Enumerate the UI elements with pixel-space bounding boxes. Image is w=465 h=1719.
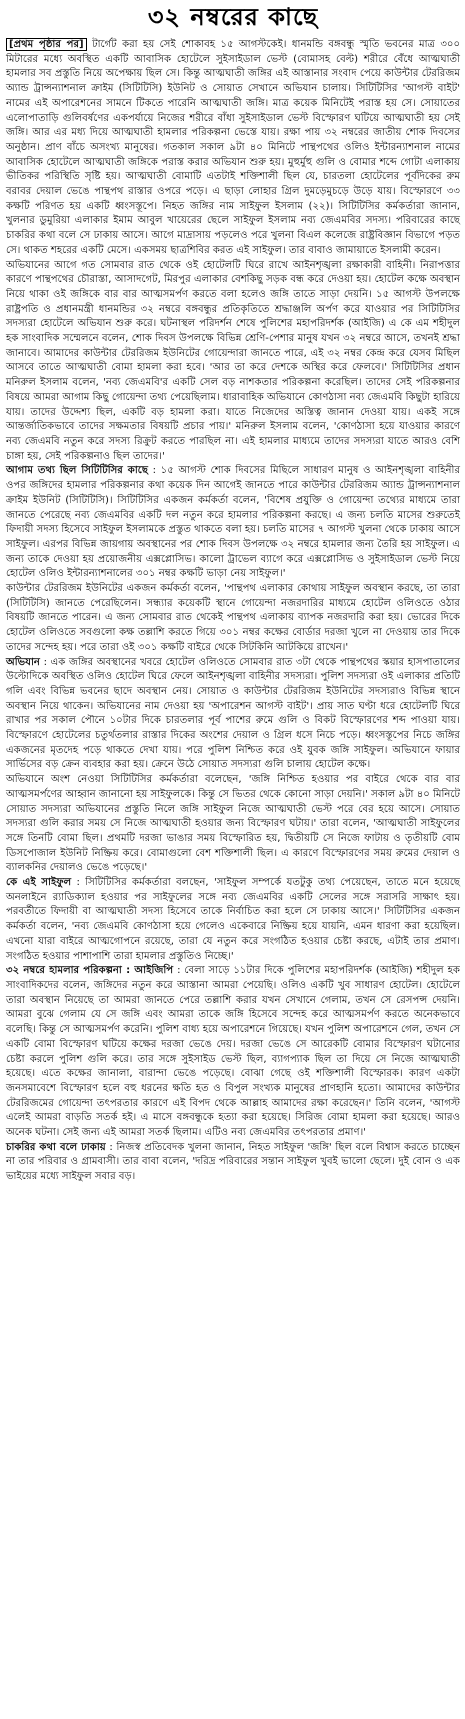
paragraph-text: : সিটিটিসির কর্মকর্তারা বলছেন, 'সাইফুল সম্পর্কে যতটুকু তথ্য পেয়েছেন, তাতে মনে হয়েছে অনলাইনে র‌্যাডিক্যাল হওয়ার পর সাইফুলের সঙ্গে নব্য জেএমবির একটি সেলের সঙ্গে সরাসরি সাক্ষাৎ হয়। পরবর্তীতে ফিদায়ী বা আত্মঘাতী সদস্য হিসেবে তাকে নির্বাচিত করা হলে সে ঢাকায় আসে।' সিটিটিসির একজন কর্মকর্তা বলেন, 'নব্য জেএমবি কোণঠাসা হয়ে গেলেও একেবারে নিষ্ক্রিয় হয়ে যায়নি, এমন ধারণা করা হয়েছিল। এখনো যারা বাইরে আত্মগোপনে রয়েছে, তারা যে নতুন করে সংগঠিত হওয়ার চেষ্টা করছে, এটাই তার প্রমাণ। সংগঠিত হওয়ার পাশাপাশি তারা হামলার প্রস্তুতিও নিচ্ছে।' (6, 877, 461, 962)
paragraph (6, 876, 460, 964)
paragraph-text: কাউন্টার টেররিজম ইউনিটের একজন কর্মকর্তা বলেন, 'পান্থপথ এলাকার কোথায় সাইফুল অবস্থান করছে, তা তারা (সিটিটিসি) জানতে পেরেছিলেন। সন্ধ্যার কয়েকটি স্থানে গোয়েন্দা নজরদারির মাধ্যমে হোটেল ওলিওতে ওঠার বিষয়টি জানতে পারেন। এ জন্য সোমবার রাত থেকেই পান্থপথ এলাকায় ব্যাপক নজরদারি করা হয়। ভোরের দিকে হোটেল ওলিওতে সবগুলো কক্ষ তল্লাশি করতে গিয়ে ৩০১ নম্বর কক্ষের বোর্ডার দরজা খুলে না দেওয়ায় তার দিকে তাদের সন্দেহ হয়। পরে তারা ওই ৩০১ কক্ষটি বাইরে থেকে সিটকিনি আটকিয়ে রাখেন।' (6, 583, 460, 653)
paragraph-text: : বেলা সাড়ে ১১টার দিকে পুলিশের মহাপরিদর্শক (আইজি) শহীদুল হক সাংবাদিকদের বলেন, জঙ্গিদের নতুন করে আস্তানা আমরা পেয়েছি। ওলিও একটি খুব সাধারণ হোটেল। হোটেলে তারা অবস্থান নিয়েছে তা আমরা জানতে পেরে তল্লাশি করার যখন সেখানে গেলাম, তখন সে রেসপন্স দেয়নি। আমরা বুঝে গেলাম যে সে জঙ্গি এবং আমরা তাকে জঙ্গি হিসেবে সন্দেহ করে আত্মসমর্পণ করতে অনেকভাবে বলেছি। কিন্তু সে আত্মসমর্পণ করেনি। পুলিশ বাধ্য হয়ে অপারেশনে গিয়েছে। যখন পুলিশ অপারেশনে গেল, তখন সে একটি বোমা বিস্ফোরণ ঘটিয়ে কক্ষের দরজা ভেঙে দেয়। দরজা ভেঙে সে আরেকটি বোমার বিস্ফোরণ ঘটানোর চেষ্টা করলে পুলিশ গুলি করে। তার সঙ্গে সুইসাইড ভেস্ট ছিল, ব্যাগপ্যাক ছিল তা দিয়ে সে নিজে আত্মঘাতী হয়েছে। এতে কক্ষের জানালা, বারান্দা ভেঙে পড়েছে। বোঝা গেছে ওই শক্তিশালী বিস্ফোরক। কারণ একটা জনসমাবেশে বিস্ফোরণ হলে বহু ধরনের ক্ষতি হত ও বিপুল সংখ্যক মানুষের প্রাণহানি হতো। আমাদের কাউন্টার টেররিজমের গোয়েন্দা তৎপরতার কারণে এই বিপদ থেকে আল্লাহ আমাদের রক্ষা করেছেন।' তিনি বলেন, 'আগস্ট এলেই আমরা বাড়তি সতর্ক হই। এ মাসে বঙ্গবন্ধুকে হত্যা করা হয়েছে। সিরিজ বোমা হামলা করা হয়েছে। আরও অনেক ঘটনা। সেই জন্য এই আমরা সতর্ক ছিলাম। এটিও নব্য জেএমবির তৎপরতার প্রমাণ।' (6, 965, 460, 1139)
paragraph (6, 964, 460, 1140)
paragraph-text: : নিজস্ব প্রতিবেদক খুলনা জানান, নিহত সাইফুল 'জঙ্গি' ছিল বলে বিশ্বাস করতে চাচ্ছেন না তার পরিবার ও গ্রামবাসী। তার বাবা বলেন, 'দরিদ্র পরিবারের সন্তান সাইফুল খুবই ভালো ছেলে। দুই বোন ও এক ভাইয়ের মধ্যে সাইফুল সবার বড়। (6, 1141, 460, 1183)
paragraph-text: : এক জঙ্গির অবস্থানের খবরে হোটেল ওলিওতে সোমবার রাত ৩টা থেকে পান্থপথের স্কয়ার হাসপাতালের উল্টোদিকে অবস্থিত ওলিও হোটেল ঘিরে ফেলে আইনশৃঙ্খলা বাহিনীর সদস্যরা। পুলিশ সদস্যরা ওই এলাকার প্রতিটি গলি এবং বিভিন্ন ভবনের ছাদে অবস্থান নেয়। সোয়াত ও কাউন্টার টেররিজম ইউনিটের সদস্যরাও বিভিন্ন স্থানে অবস্থান নিয়ে থাকেন। অভিযানের নাম দেওয়া হয় 'অপারেশন আগস্ট বাইট'। প্রায় সাত ঘণ্টা ধরে হোটেলটি ঘিরে রাখার পর সকাল পৌনে ১০টার দিকে চারতলার পূর্ব পাশের রুমে গুলি ও বিকট বিস্ফোরণের শব্দ পাওয়া যায়। বিস্ফোরণে হোটেলের চতুর্থতলার রাস্তার দিকের অংশের দেয়াল ও গ্রিল ধসে নিচে পড়ে। ধ্বংসস্তূপের নিচে জঙ্গির একজনের মৃতদেহ পড়ে থাকতে দেখা যায়। পরে পুলিশ নিশ্চিত করে ওই যুবক জঙ্গি সাইফুল। অভিযানে ফায়ার সার্ভিসের বড় ক্রেন ব্যবহার করা হয়। ক্রেনে উঠে সোয়াত সদস্যরা গুলি চালায় হোটেল কক্ষে। (6, 656, 460, 771)
paragraph (6, 38, 460, 259)
paragraph-text: অভিযানের আগে গত সোমবার রাত থেকে ওই হোটেলটি ঘিরে রাখে আইনশৃঙ্খলা রক্ষাকারী বাহিনী। নিরাপত্তার কারণে পান্থপথের চৌরাস্তা, আসাদগেট, মিরপুর এলাকার বেশকিছু সড়ক বন্ধ করে দেওয়া হয়। হোটেল কক্ষে অবস্থান নিয়ে থাকা ওই জঙ্গিকে বার বার আত্মসমর্পণ করতে বলা হলেও জঙ্গি তাতে সাড়া দেয়নি। ১৫ আগস্ট উপলক্ষে রাষ্ট্রপতি ও প্রধানমন্ত্রী ধানমন্ডির ৩২ নম্বরে বঙ্গবন্ধুর প্রতিকৃতিতে শ্রদ্ধাঞ্জলি অর্পণ করে যাওয়ার পর সিটিটিসির সদস্যরা হোটেলে অভিযান শুরু করে। ঘটনাস্থল পরিদর্শন শেষে পুলিশের মহাপরিদর্শক (আইজি) এ কে এম শহীদুল হক সাংবাদিক সম্মেলনে বলেন, শোক দিবস উপলক্ষে বিভিন্ন শ্রেণি-পেশার মানুষ যখন ৩২ নম্বরে আসে, তখনই শ্রদ্ধা জানাবে। আমাদের কাউন্টার টেররিজম ইউনিটের গোয়েন্দারা জানতে পারে, এই ৩২ নম্বর কেন্দ্র করে যেসব মিছিল আসবে তাতে আত্মঘাতী বোমা হামলা করা হবে। 'আর তা করে দেশকে অস্থির করে ফেলবে।' সিটিটিসির প্রধান মনিরুল ইসলাম বলেন, 'নব্য জেএমবি'র একটি সেল বড় নাশকতার পরিকল্পনা করেছিল। তাদের সেই পরিকল্পনার বিষয়ে আমরা আগাম কিছু গোয়েন্দা তথ্য পেয়েছিলাম। ধারাবাহিক অভিযানে কোণঠাসা নব্য জেএমবি কিছুটা হারিয়ে যায়। তাদের উদ্দেশ্য ছিল, একটি বড় হামলা করা। যাতে নিজেদের অস্তিত্ব জানান দেওয়া যায়। একই সঙ্গে আন্তর্জাতিকভাবে তাদের সক্ষমতার বিষয়টি প্রচার পায়।' মনিরুল ইসলাম বলেন, 'কোণঠাসা হয়ে যাওয়ার কারণে নব্য জেএমবি নতুন করে সদস্য রিক্রুট করতে পারছিল না। এই হামলার মাধ্যমে তাদের সদস্যরা যাতে আরও বেশি চাঙ্গা হয়, সেই পরিকল্পনাও ছিল তাদের।' (6, 259, 460, 462)
paragraph-text: অভিযানে অংশ নেওয়া সিটিটিসির কর্মকর্তারা বলেছেন, 'জঙ্গি নিশ্চিত হওয়ার পর বাইরে থেকে বার বার আত্মসমর্পণের আহ্বান জানানো হয় সাইফুলকে। কিন্তু সে ভিতর থেকে কোনো সাড়া দেয়নি।' সকাল ৯টা ৪০ মিনিটে সোয়াত সদস্যরা অভিযানের প্রস্তুতি নিলে জঙ্গি সাইফুল নিজে আত্মঘাতী ভেস্ট পরে বের হয়ে আসে। সোয়াত সদস্যরা গুলি করার সময় সে নিজে আত্মঘাতী হওয়ার জন্য বিস্ফোরণ ঘটায়।' তারা বলেন, 'আত্মঘাতী সাইফুলের সঙ্গে তিনটি বোমা ছিল। প্রথমটি দরজা ভাঙার সময় বিস্ফোরিত হয়, দ্বিতীয়টি সে নিজে ফাটায় ও তৃতীয়টি বোম ডিসপোজাল ইউনিট নিষ্ক্রিয় করে। বোমাগুলো বেশ শক্তিশালী ছিল। এ কারণে বিস্ফোরণের সময় রুমের দেয়াল ও ব্যালকনির দেয়ালও ভেঙে পড়েছে।' (6, 774, 460, 874)
article-body (6, 38, 460, 1185)
paragraph-text: : ১৫ আগস্ট শোক দিবসের মিছিলে সাধারণ মানুষ ও আইনশৃঙ্খলা বাহিনীর ওপর জঙ্গিদের হামলার পরিকল্পনার কথা কয়েক দিন আগেই জানতে পারে কাউন্টার টেররিজম অ্যান্ড ট্রান্সন্যাশনাল ক্রাইম ইউনিট (সিটিটিসি)। সিটিটিসির একজন কর্মকর্তা বলেন, 'বিশেষ প্রযুক্তি ও গোয়েন্দা তথ্যের মাধ্যমে তারা জানতে পেরেছে নব্য জেএমবির একটি দল নতুন করে হামলার পরিকল্পনা করছে। এ জন্য চলতি মাসের শুরুতেই ফিদায়ী সদস্য হিসেবে সাইফুল ইসলামকে প্রস্তুত থাকতে বলা হয়। চলতি মাসের ৭ আগস্ট খুলনা থেকে ঢাকায় আসে সাইফুল। এরপর বিভিন্ন জায়গায় অবস্থানের পর শোক দিবস উপলক্ষে ৩২ নম্বরে হামলার জন্য তৈরি হয় সাইফুল। এ জন্য তাকে দেওয়া হয় প্রয়োজনীয় এক্সপ্লোসিভ। কালো ট্রাভেল ব্যাগে করে এক্সপ্লোসিভ ও সুইসাইডাল ভেস্ট নিয়ে হোটেল ওলিও ইন্টারন্যাশনালের ৩০১ নম্বর কক্ষটি ভাড়া নেয় সাইফুল।' (6, 465, 460, 580)
paragraph (6, 582, 460, 656)
paragraph-lead: [প্রথম পৃষ্ঠার পর] (6, 38, 87, 51)
subheading: আগাম তথ্য ছিল সিটিটিসির কাছে (6, 465, 148, 477)
paragraph (6, 464, 460, 582)
paragraph (6, 1141, 460, 1185)
headline: ৩২ নম্বরের কাছে (147, 2, 319, 31)
paragraph-text: টার্গেট করা হয় সেই শোকাবহ ১৫ আগস্টকেই। ধানমন্ডি বঙ্গবন্ধু স্মৃতি ভবনের মাত্র ৩০০ মিটারের মধ্যে অবস্থিত একটি আবাসিক হোটেলে সুইসাইডাল ভেস্ট (বোমাসহ বেল্ট) শরীরে বেঁধে আত্মঘাতী হামলার সব প্রস্তুতি নিয়ে অপেক্ষায় ছিল সে। কিন্তু আত্মঘাতী জঙ্গির এই আস্তানার সংবাদ পেয়ে কাউন্টার টেররিজম অ্যান্ড ট্রান্সন্যাশনাল ক্রাইম (সিটিটিসি) ইউনিট ও সোয়াত সেখানে অভিযান চালায়। সিটিটিসির 'আগস্ট বাইট' নামের এই অপারেশনের সামনে টিকতে পারেনি আত্মঘাতী জঙ্গি। মাত্র কয়েক মিনিটেই পরাস্ত হয় সে। সোয়াতের এলোপাতাড়ি গুলিবর্ষণের একপর্যায়ে নিজের শরীরে বাঁধা সুইসাইডাল ভেস্ট বিস্ফোরণ ঘটিয়ে আত্মঘাতী হয় সেই জঙ্গি। আর এর মধ্য দিয়ে আত্মঘাতী হামলার পরিকল্পনা ভেস্তে যায়। রক্ষা পায় ৩২ নম্বরের জাতীয় শোক দিবসের অনুষ্ঠান। প্রাণ বাঁচে অসংখ্য মানুষের। গতকাল সকাল ৯টা ৪০ মিনিটে পান্থপথের ওলিও ইন্টারন্যাশনাল নামের আবাসিক হোটেলে আত্মঘাতী জঙ্গিকে পরাস্ত করার অভিযান শুরু হয়। মুহুর্মুহু গুলি ও বোমার শব্দে গোটা এলাকায় ভীতিকর পরিস্থিতি সৃষ্টি হয়। আত্মঘাতী বোমাটি এতটাই শক্তিশালী ছিল যে, চারতলা হোটেলের পূর্বদিকের রুম বরাবর দেয়াল ভেঙে পান্থপথ রাস্তার ওপরে পড়ে। এ ছাড়া লোহার গ্রিল দুমড়েমুচড়ে উড়ে যায়। বিস্ফোরণে ৩৩ কক্ষটি পরিণত হয় একটি ধ্বংসস্তূপে। নিহত জঙ্গির নাম সাইফুল ইসলাম (২২)। সিটিটিসির কর্মকর্তারা জানান, খুলনার ডুমুরিয়া এলাকার ইমাম আবুল খায়েরের ছেলে সাইফুল ইসলাম নব্য জেএমবির সদস্য। পরিবারের কাছে চাকরির কথা বলে সে ঢাকায় আসে। আগে মাদ্রাসায় পড়লেও পরে খুলনা বিএল কলেজে রাষ্ট্রবিজ্ঞান বিভাগে পড়ত সে। থাকত শহরের একটি মেসে। একসময় ছাত্রশিবির করত এই সাইফুল। তার বাবাও জামায়াতে ইসলামী করেন। (6, 39, 461, 256)
paragraph (6, 656, 460, 774)
subheading: অভিযান (6, 656, 40, 668)
paragraph (6, 773, 460, 876)
subheading: চাকরির কথা বলে ঢাকায় (6, 1141, 106, 1153)
subheading: ৩২ নম্বরে হামলার পরিকল্পনা : আইজিপি (6, 965, 174, 977)
subheading: কে এই সাইফুল (6, 877, 72, 889)
paragraph (6, 259, 460, 465)
